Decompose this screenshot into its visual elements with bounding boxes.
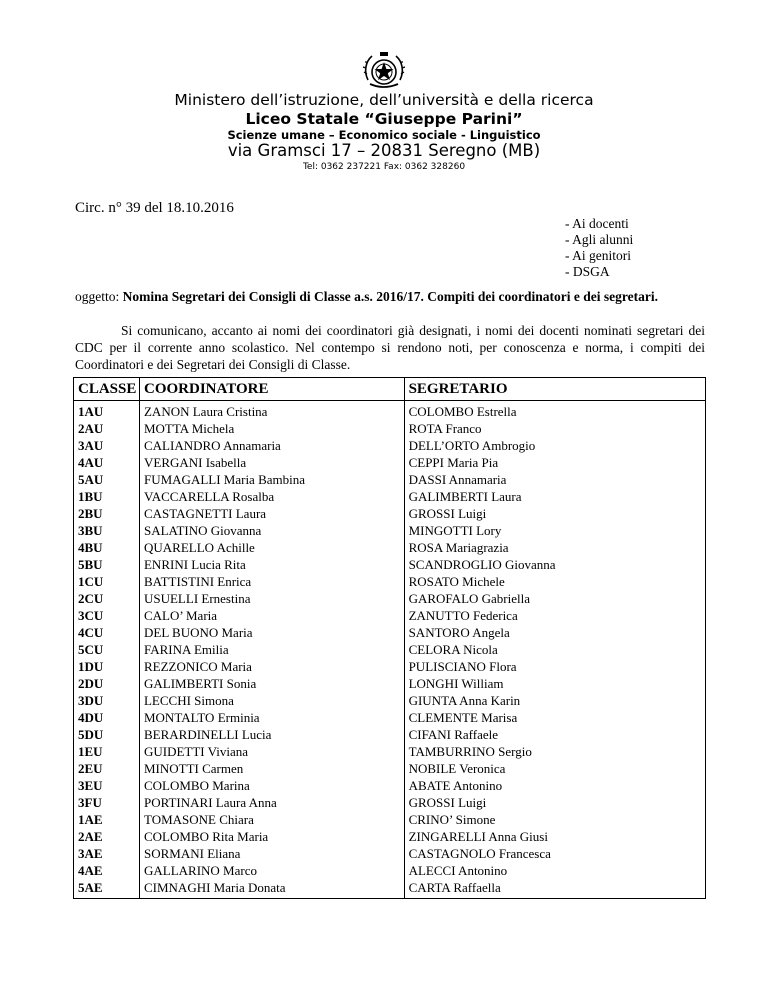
school-tracks: Scienze umane – Economico sociale - Linguistico xyxy=(227,128,541,142)
coordinator-cell: GUIDETTI Viviana xyxy=(139,743,404,760)
coordinator-cell: ENRINI Lucia Rita xyxy=(139,556,404,573)
class-cell: 3AE xyxy=(74,845,140,862)
secretary-cell: TAMBURRINO Sergio xyxy=(404,743,705,760)
secretary-cell: PULISCIANO Flora xyxy=(404,658,705,675)
coordinator-cell: BERARDINELLI Lucia xyxy=(139,726,404,743)
table-row xyxy=(74,862,706,879)
class-cell: 4AU xyxy=(74,454,140,471)
coordinator-cell: MONTALTO Erminia xyxy=(139,709,404,726)
class-cell: 1CU xyxy=(74,573,140,590)
secretary-cell: ZINGARELLI Anna Giusi xyxy=(404,828,705,845)
table-row xyxy=(74,556,706,573)
table-row xyxy=(74,420,706,437)
coordinator-cell: ZANON Laura Cristina xyxy=(139,401,404,421)
class-cell: 3FU xyxy=(74,794,140,811)
class-cell: 2AE xyxy=(74,828,140,845)
class-cell: 3AU xyxy=(74,437,140,454)
secretary-cell: CEPPI Maria Pia xyxy=(404,454,705,471)
header-coordinatore: COORDINATORE xyxy=(139,378,404,401)
table-row xyxy=(74,573,706,590)
intro-paragraph xyxy=(75,322,705,373)
coordinator-cell: VACCARELLA Rosalba xyxy=(139,488,404,505)
secretary-cell: CLEMENTE Marisa xyxy=(404,709,705,726)
coordinator-cell: DEL BUONO Maria xyxy=(139,624,404,641)
secretary-cell: CRINO’ Simone xyxy=(404,811,705,828)
class-cell: 4DU xyxy=(74,709,140,726)
coordinator-cell: COLOMBO Rita Maria xyxy=(139,828,404,845)
coordinator-cell: SORMANI Eliana xyxy=(139,845,404,862)
class-cell: 1AE xyxy=(74,811,140,828)
class-cell: 2DU xyxy=(74,675,140,692)
secretary-cell: CASTAGNOLO Francesca xyxy=(404,845,705,862)
coordinator-cell: GALLARINO Marco xyxy=(139,862,404,879)
coordinator-cell: PORTINARI Laura Anna xyxy=(139,794,404,811)
table-row xyxy=(74,845,706,862)
header-segretario: SEGRETARIO xyxy=(404,378,705,401)
table-header-row xyxy=(74,378,706,401)
table-row xyxy=(74,401,706,421)
coordinator-cell: CASTAGNETTI Laura xyxy=(139,505,404,522)
coordinator-cell: SALATINO Giovanna xyxy=(139,522,404,539)
secretary-cell: GROSSI Luigi xyxy=(404,505,705,522)
coordinator-cell: MOTTA Michela xyxy=(139,420,404,437)
table-row xyxy=(74,454,706,471)
class-cell: 3DU xyxy=(74,692,140,709)
table-row xyxy=(74,760,706,777)
class-cell: 5DU xyxy=(74,726,140,743)
secretary-cell: ROSA Mariagrazia xyxy=(404,539,705,556)
table-row xyxy=(74,811,706,828)
class-cell: 2CU xyxy=(74,590,140,607)
coordinator-cell: COLOMBO Marina xyxy=(139,777,404,794)
italian-republic-emblem-icon xyxy=(362,50,406,92)
table-row xyxy=(74,539,706,556)
secretary-cell: CELORA Nicola xyxy=(404,641,705,658)
class-cell: 2BU xyxy=(74,505,140,522)
class-cell: 2EU xyxy=(74,760,140,777)
class-cell: 3EU xyxy=(74,777,140,794)
class-cell: 1BU xyxy=(74,488,140,505)
secretary-cell: ABATE Antonino xyxy=(404,777,705,794)
class-cell: 4AE xyxy=(74,862,140,879)
secretary-cell: NOBILE Veronica xyxy=(404,760,705,777)
table-row xyxy=(74,658,706,675)
table-body xyxy=(74,401,706,899)
table-row xyxy=(74,437,706,454)
recipient-item: - Ai docenti xyxy=(565,216,629,231)
class-cell: 4BU xyxy=(74,539,140,556)
table-row xyxy=(74,743,706,760)
table-row xyxy=(74,488,706,505)
coordinator-cell: FUMAGALLI Maria Bambina xyxy=(139,471,404,488)
table-row xyxy=(74,777,706,794)
coordinator-cell: USUELLI Ernestina xyxy=(139,590,404,607)
class-cell: 5AU xyxy=(74,471,140,488)
table-row xyxy=(74,879,706,899)
table-row xyxy=(74,641,706,658)
school-name: Liceo Statale “Giuseppe Parini” xyxy=(245,110,523,128)
table-row xyxy=(74,675,706,692)
coordinator-cell: CALO’ Maria xyxy=(139,607,404,624)
secretary-cell: DELL’ORTO Ambrogio xyxy=(404,437,705,454)
class-cell: 1DU xyxy=(74,658,140,675)
coordinator-cell: CALIANDRO Annamaria xyxy=(139,437,404,454)
coordinator-cell: TOMASONE Chiara xyxy=(139,811,404,828)
secretary-cell: GALIMBERTI Laura xyxy=(404,488,705,505)
coordinator-cell: MINOTTI Carmen xyxy=(139,760,404,777)
class-cell: 1EU xyxy=(74,743,140,760)
subject-label: oggetto: xyxy=(75,289,120,304)
table-row xyxy=(74,726,706,743)
coordinator-cell: CIMNAGHI Maria Donata xyxy=(139,879,404,899)
secretary-cell: SANTORO Angela xyxy=(404,624,705,641)
secretary-cell: SCANDROGLIO Giovanna xyxy=(404,556,705,573)
secretary-cell: ALECCI Antonino xyxy=(404,862,705,879)
secretary-cell: ROTA Franco xyxy=(404,420,705,437)
table-row xyxy=(74,607,706,624)
table-row xyxy=(74,692,706,709)
school-address: via Gramsci 17 – 20831 Seregno (MB) xyxy=(227,141,541,160)
secretary-cell: CIFANI Raffaele xyxy=(404,726,705,743)
ministry-line: Ministero dell’istruzione, dell’università e della ricerca xyxy=(174,91,594,109)
subject-line xyxy=(75,289,658,305)
table-row xyxy=(74,828,706,845)
table-row xyxy=(74,505,706,522)
coordinator-cell: REZZONICO Maria xyxy=(139,658,404,675)
coordinator-cell: VERGANI Isabella xyxy=(139,454,404,471)
secretary-cell: GAROFALO Gabriella xyxy=(404,590,705,607)
table-row xyxy=(74,794,706,811)
class-cell: 3BU xyxy=(74,522,140,539)
secretary-cell: DASSI Annamaria xyxy=(404,471,705,488)
council-table xyxy=(73,377,706,899)
coordinator-cell: BATTISTINI Enrica xyxy=(139,573,404,590)
header-classe: CLASSE xyxy=(74,378,140,401)
secretary-cell: CARTA Raffaella xyxy=(404,879,705,899)
school-contacts: Tel: 0362 237221 Fax: 0362 328260 xyxy=(302,162,466,172)
secretary-cell: LONGHI William xyxy=(404,675,705,692)
table-row xyxy=(74,471,706,488)
class-cell: 2AU xyxy=(74,420,140,437)
secretary-cell: ZANUTTO Federica xyxy=(404,607,705,624)
class-cell: 3CU xyxy=(74,607,140,624)
class-cell: 1AU xyxy=(74,401,140,421)
coordinator-cell: LECCHI Simona xyxy=(139,692,404,709)
table-row xyxy=(74,590,706,607)
secretary-cell: ROSATO Michele xyxy=(404,573,705,590)
secretary-cell: COLOMBO Estrella xyxy=(404,401,705,421)
coordinator-cell: QUARELLO Achille xyxy=(139,539,404,556)
class-cell: 4CU xyxy=(74,624,140,641)
intro-text: Si comunicano, accanto ai nomi dei coordinatori già designati, i nomi dei docenti nominati segretari dei CDC per il corrente anno scolastico. Nel contempo si rendono noti, per conoscenza e norma, i compiti dei Coordinatori e dei Segretari dei Consigli di Classe. xyxy=(75,323,705,372)
class-cell: 5AE xyxy=(74,879,140,899)
table-row xyxy=(74,624,706,641)
coordinator-cell: GALIMBERTI Sonia xyxy=(139,675,404,692)
table-row xyxy=(74,522,706,539)
recipient-item: - Ai genitori xyxy=(565,248,631,263)
coordinator-cell: FARINA Emilia xyxy=(139,641,404,658)
recipient-item: - Agli alunni xyxy=(565,232,634,247)
table-row xyxy=(74,709,706,726)
secretary-cell: GROSSI Luigi xyxy=(404,794,705,811)
secretary-cell: GIUNTA Anna Karin xyxy=(404,692,705,709)
recipients-list xyxy=(565,216,633,280)
recipient-item: - DSGA xyxy=(565,264,610,279)
secretary-cell: MINGOTTI Lory xyxy=(404,522,705,539)
circular-number: Circ. n° 39 del 18.10.2016 xyxy=(75,200,234,216)
subject-text: Nomina Segretari dei Consigli di Classe a.s. 2016/17. Compiti dei coordinatori e dei segretari. xyxy=(122,289,658,304)
class-cell: 5CU xyxy=(74,641,140,658)
class-cell: 5BU xyxy=(74,556,140,573)
